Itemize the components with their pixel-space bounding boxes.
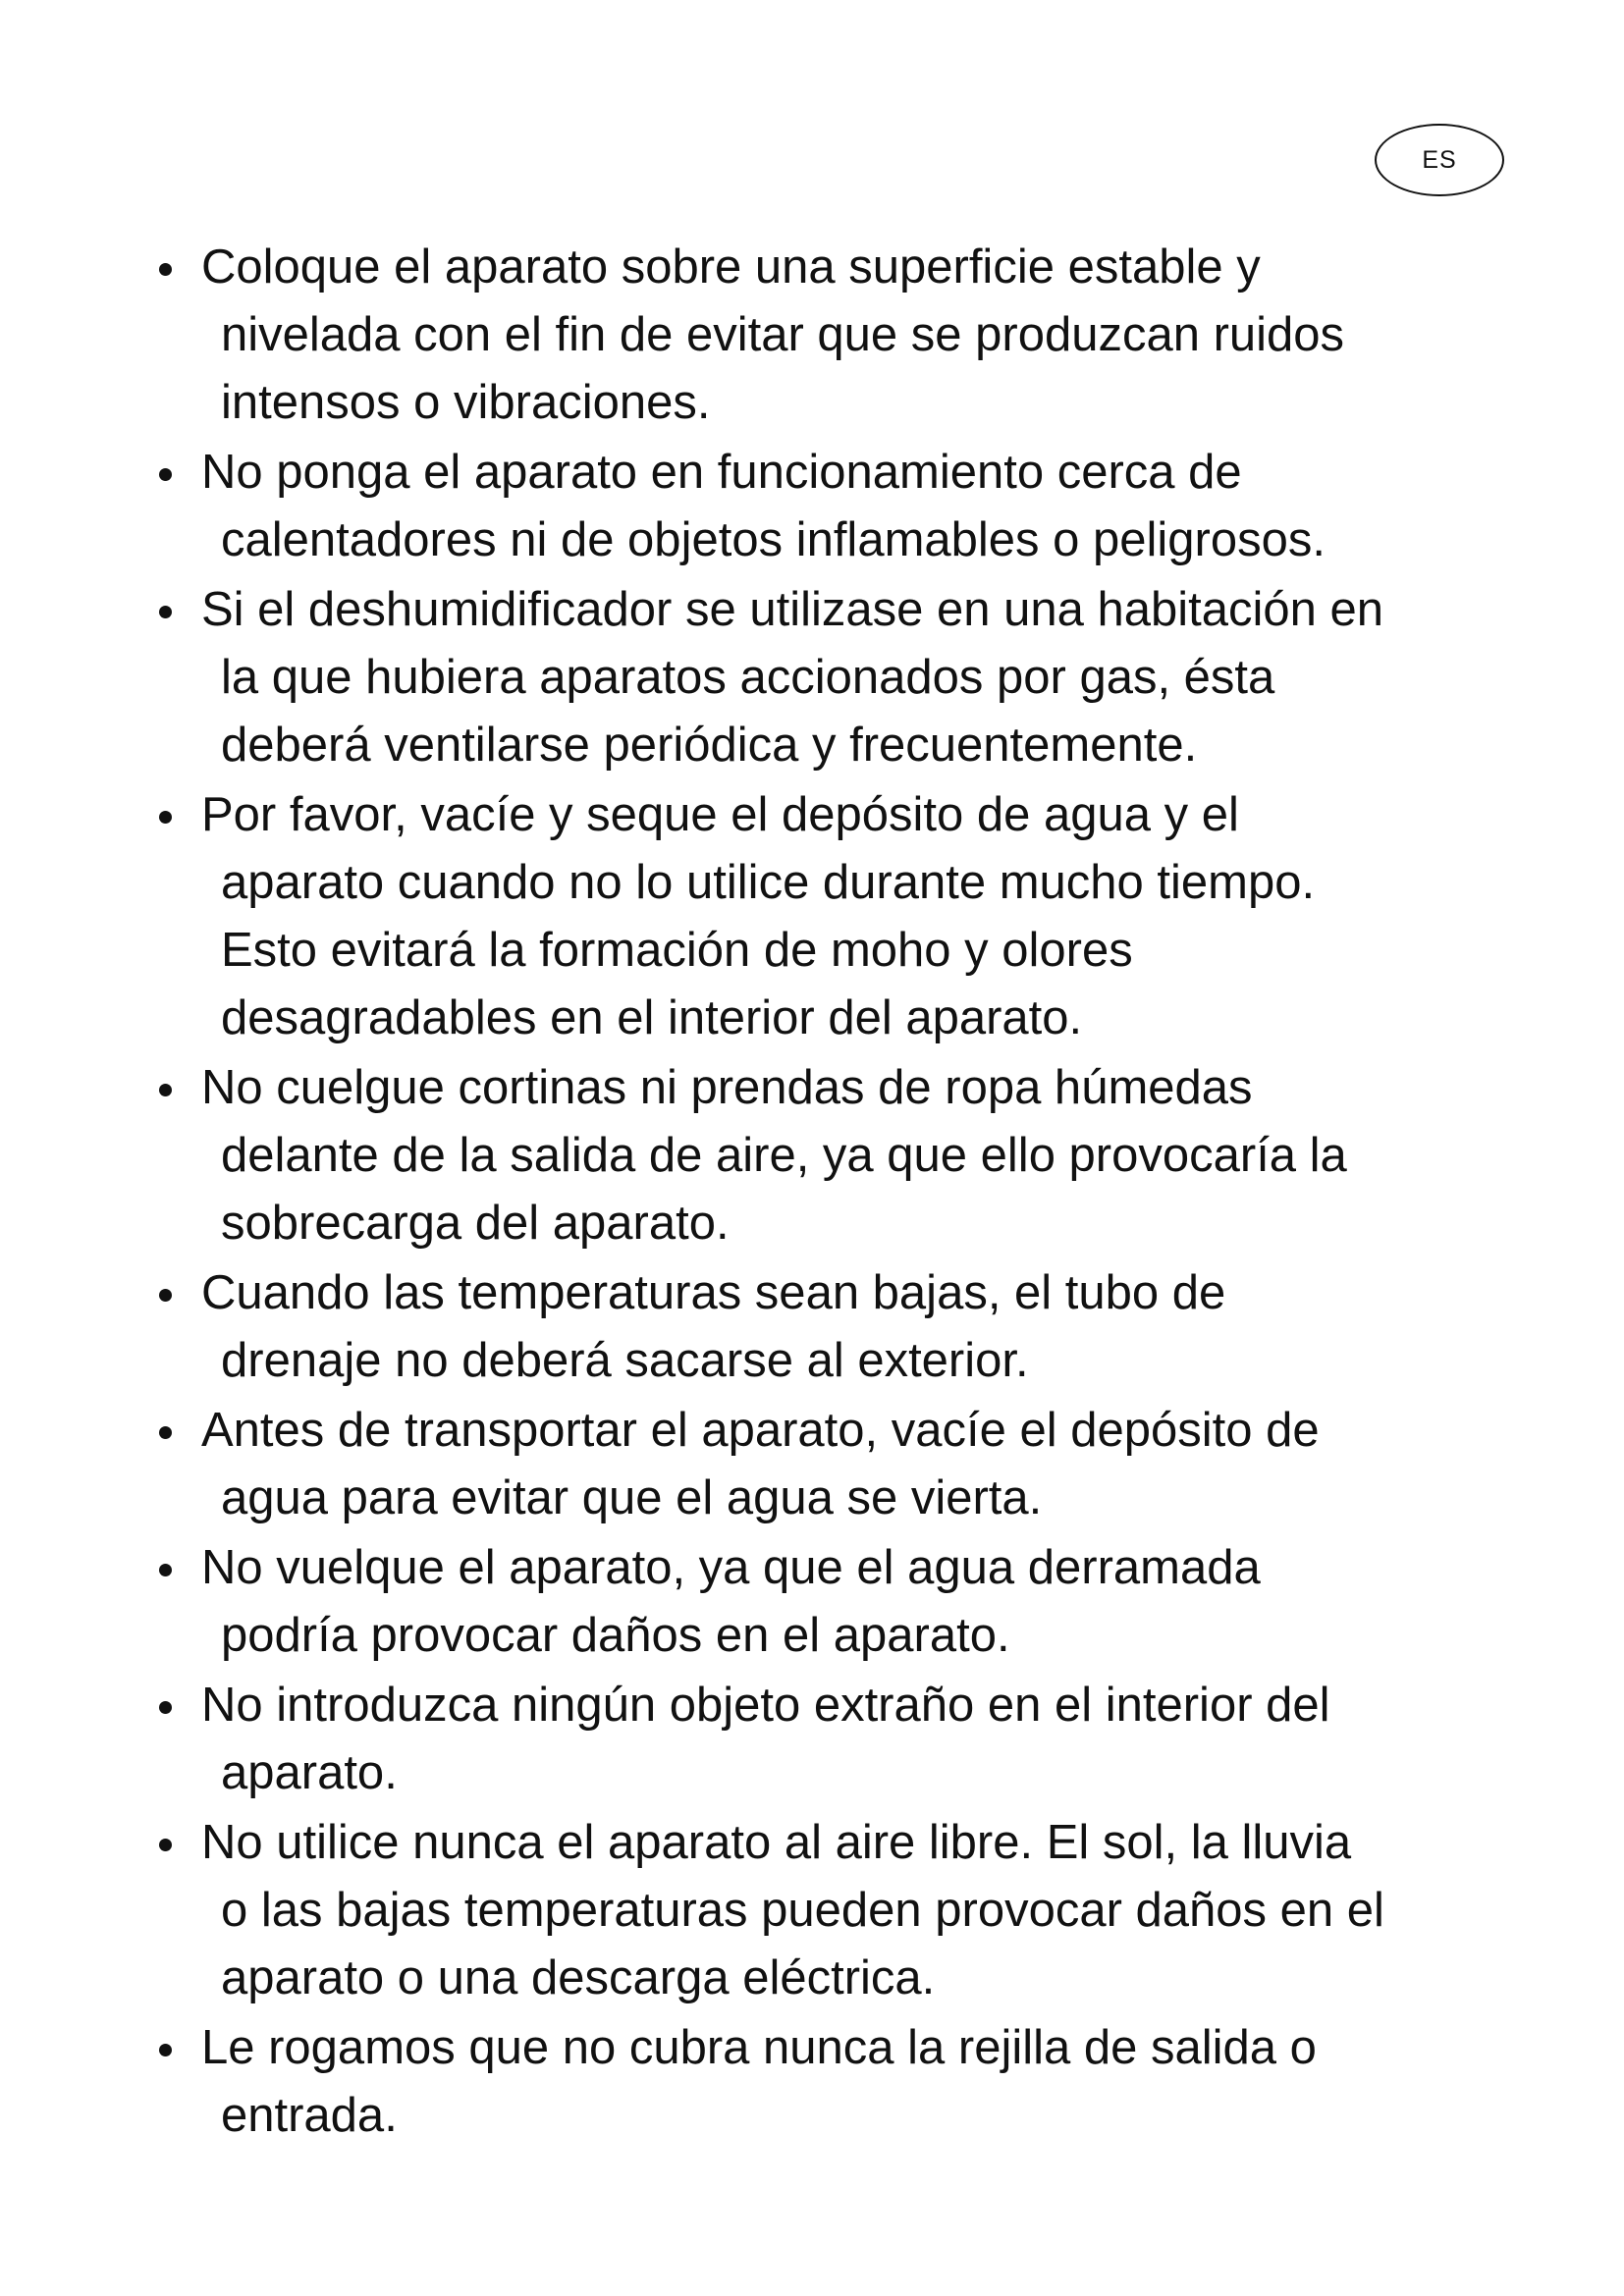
list-item-line: drenaje no deberá sacarse al exterior.	[221, 1334, 1029, 1387]
list-item-line: agua para evitar que el agua se vierta.	[221, 1471, 1043, 1524]
list-item	[153, 234, 1469, 437]
list-item	[153, 576, 1469, 779]
list-item-line: deberá ventilarse periódica y frecuentemente.	[221, 719, 1198, 772]
list-item-line: Cuando las temperaturas sean bajas, el tubo de	[201, 1266, 1226, 1319]
bullet-icon	[159, 1426, 172, 1439]
list-item-line: Por favor, vacíe y seque el depósito de agua y el	[201, 788, 1239, 841]
list-item-line: No introduzca ningún objeto extraño en el interior del	[201, 1679, 1330, 1732]
list-item-line: aparato cuando no lo utilice durante mucho tiempo.	[221, 856, 1316, 909]
list-item-line: Esto evitará la formación de moho y olores	[221, 924, 1133, 977]
list-item-line: podría provocar daños en el aparato.	[221, 1609, 1010, 1662]
safety-instructions-list	[153, 234, 1469, 2152]
list-item-line: delante de la salida de aire, ya que ello provocaría la	[221, 1129, 1347, 1182]
bullet-icon	[159, 2044, 172, 2056]
list-item	[153, 439, 1469, 574]
bullet-icon	[159, 1289, 172, 1302]
list-item-line: intensos o vibraciones.	[221, 376, 711, 429]
list-item-line: calentadores ni de objetos inflamables o peligrosos.	[221, 513, 1326, 566]
list-item	[153, 2014, 1469, 2150]
list-item-line: sobrecarga del aparato.	[221, 1197, 730, 1250]
bullet-icon	[159, 811, 172, 824]
bullet-icon	[159, 606, 172, 618]
list-item	[153, 1259, 1469, 1395]
list-item-line: Si el deshumidificador se utilizase en una habitación en	[201, 583, 1383, 636]
bullet-icon	[159, 1564, 172, 1576]
bullet-icon	[159, 263, 172, 276]
bullet-icon	[159, 1084, 172, 1096]
list-item-line: entrada.	[221, 2089, 398, 2142]
list-item	[153, 1534, 1469, 1670]
list-item-line: la que hubiera aparatos accionados por gas, ésta	[221, 651, 1275, 704]
list-item-line: o las bajas temperaturas pueden provocar daños en el	[221, 1884, 1384, 1937]
list-item	[153, 1054, 1469, 1257]
list-item	[153, 781, 1469, 1052]
list-item	[153, 1672, 1469, 1807]
bullet-icon	[159, 468, 172, 481]
language-badge: ES	[1375, 124, 1504, 196]
bullet-icon	[159, 1701, 172, 1714]
list-item	[153, 1809, 1469, 2012]
list-item-line: Coloque el aparato sobre una superficie estable y	[201, 240, 1261, 294]
list-item-line: No ponga el aparato en funcionamiento cerca de	[201, 446, 1242, 499]
list-item-line: Le rogamos que no cubra nunca la rejilla de salida o	[201, 2021, 1317, 2074]
bullet-icon	[159, 1839, 172, 1851]
list-item-line: nivelada con el fin de evitar que se produzcan ruidos	[221, 308, 1345, 361]
list-item-line: desagradables en el interior del aparato.	[221, 991, 1083, 1044]
list-item-line: aparato o una descarga eléctrica.	[221, 1951, 936, 2004]
list-item	[153, 1397, 1469, 1532]
list-item-line: Antes de transportar el aparato, vacíe el depósito de	[201, 1404, 1320, 1457]
list-item-line: aparato.	[221, 1746, 398, 1799]
list-item-line: No cuelgue cortinas ni prendas de ropa húmedas	[201, 1061, 1253, 1114]
list-item-line: No vuelque el aparato, ya que el agua derramada	[201, 1541, 1261, 1594]
list-item-line: No utilice nunca el aparato al aire libre. El sol, la lluvia	[201, 1816, 1352, 1869]
